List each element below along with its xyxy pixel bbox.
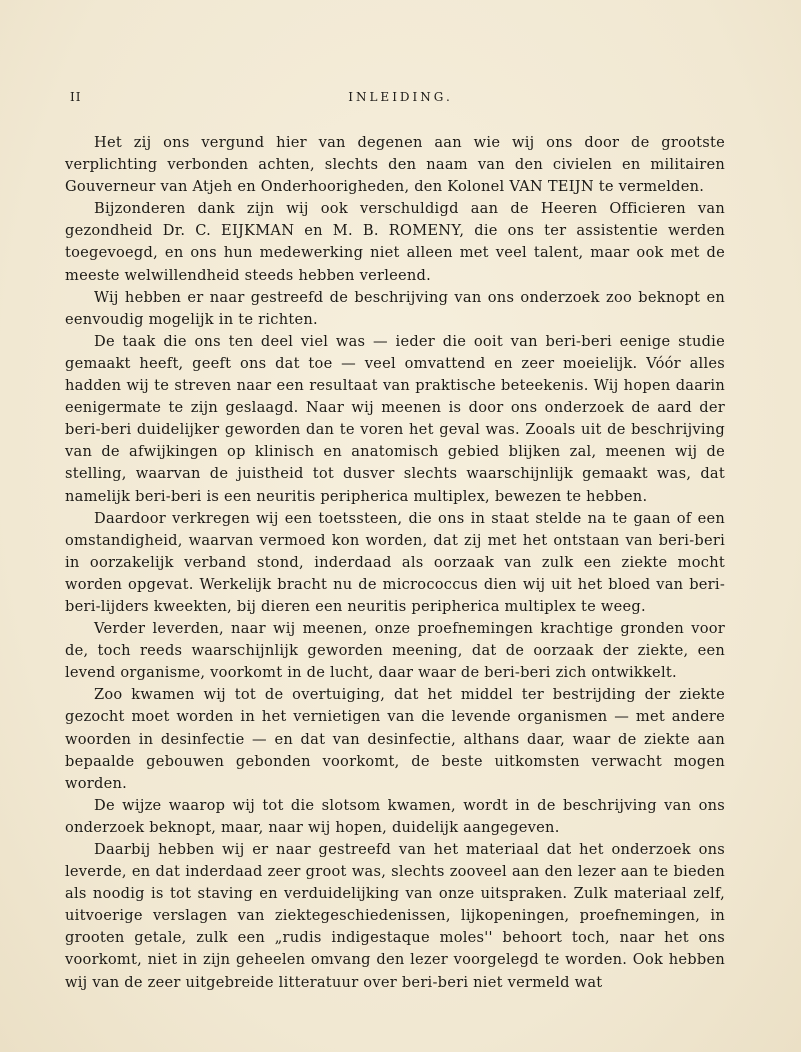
paragraph: Zoo kwamen wij tot de overtuiging, dat het middel ter bestrijding der ziekte gezocht moet worden in het vernietigen van die levende organismen — met andere woorden in desinfectie — en dat van desinfectie, althans daar, waar de ziekte aan bepaalde gebouwen gebonden voorkomt, de beste uitkomsten verwacht mogen worden. — [65, 686, 725, 792]
body-text — [65, 132, 725, 994]
paragraph: Daardoor verkregen wij een toetssteen, die ons in staat stelde na te gaan of een omstandigheid, waarvan vermoed kon worden, dat zij met het ontstaan van beri-beri in oorzakelijk verband stond, inderdaad als oorzaak van zulk een ziekte mocht worden opgevat. Werkelijk bracht nu de micrococcus dien wij uit het bloed van beri-beri-lijders kweekten, bij dieren een neuritis peripherica multiplex te weeg. — [65, 509, 725, 615]
paragraph: Daarbij hebben wij er naar gestreefd van het materiaal dat het onderzoek ons leverde, en dat inderdaad zeer groot was, slechts zooveel aan den lezer aan te bieden als noodig is tot staving en verduidelijking van onze uitspraken. Zulk materiaal zelf, uitvoerige verslagen van ziektegeschiedenissen, lijkopeningen, proefnemingen, in grooten getale, zulk een „rudis indigestaque moles'' behoort toch, naar het ons voorkomt, niet in zijn geheelen omvang den lezer voorgelegd te worden. Ook hebben wij van de zeer uitgebreide litteratuur over beri-beri niet vermeld wat — [65, 841, 725, 991]
paragraph: Bijzonderen dank zijn wij ook verschuldigd aan de Heeren Officieren van gezondheid Dr. C. EIJKMAN en M. B. ROMENY, die ons ter assistentie werden toegevoegd, en ons hun medewerking niet alleen met veel talent, maar ook met de meeste welwillendheid steeds hebben verleend. — [65, 200, 725, 284]
paragraph: Het zij ons vergund hier van degenen aan wie wij ons door de grootste verplichting verbonden achten, slechts den naam van den civielen en militairen Gouverneur van Atjeh en Onderhoorigheden, den Kolonel VAN TEIJN te vermelden. — [65, 134, 725, 196]
paragraph: De taak die ons ten deel viel was — ieder die ooit van beri-beri eenige studie gemaakt heeft, geeft ons dat toe — veel omvattend en zeer moeielijk. Vóór alles hadden wij te streven naar een resultaat van praktische beteekenis. Wij hopen daarin eenigermate te zijn geslaagd. Naar wij meenen is door ons onderzoek de aard der beri-beri duidelijker geworden dan te voren het geval was. Zooals uit de beschrijving van de afwijkingen op klinisch en anatomisch gebied blijken zal, meenen wij de stelling, waarvan de juistheid tot dusver slechts waarschijnlijk gemaakt was, dat namelijk beri-beri is een neuritis peripherica multiplex, bewezen te hebben. — [65, 332, 725, 505]
page-number: II — [70, 90, 82, 104]
page-header — [0, 90, 801, 110]
running-title: INLEIDING. — [348, 90, 453, 104]
paragraph: Wij hebben er naar gestreefd de beschrijving van ons onderzoek zoo beknopt en eenvoudig mogelijk in te richten. — [65, 288, 725, 328]
paragraph: De wijze waarop wij tot die slotsom kwamen, wordt in de beschrijving van ons onderzoek beknopt, maar, naar wij hopen, duidelijk aangegeven. — [65, 796, 725, 836]
paragraph: Verder leverden, naar wij meenen, onze proefnemingen krachtige gronden voor de, toch reeds waarschijnlijk geworden meening, dat de oorzaak der ziekte, een levend organisme, voorkomt in de lucht, daar waar de beri-beri zich ontwikkelt. — [65, 620, 725, 682]
